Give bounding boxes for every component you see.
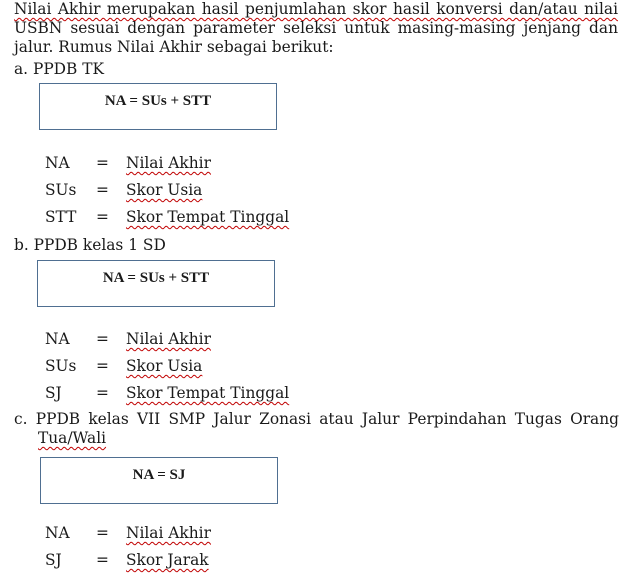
def-value: Skor Usia [126, 181, 203, 199]
section-c-label-line-2-text: Tua/Wali [38, 429, 107, 447]
def-equals: = [96, 208, 109, 226]
def-term: SJ [45, 551, 62, 569]
def-term: NA [45, 524, 70, 542]
section-c-formula: NA = SJ [132, 467, 186, 483]
def-equals: = [96, 330, 109, 348]
intro-line-1 [14, 0, 618, 19]
def-equals: = [96, 384, 109, 402]
section-c-label-line-1: c. PPDB kelas VII SMP Jalur Zonasi atau Jalur Perpindahan Tugas Orang [14, 410, 619, 428]
def-term: NA [45, 154, 70, 172]
def-equals: = [96, 551, 109, 569]
def-term: NA [45, 330, 70, 348]
section-c-label-line-2 [14, 429, 619, 448]
intro-text-1: Nilai Akhir merupakan hasil penjumlahan skor hasil konversi dan/atau nilai [14, 0, 618, 18]
section-b-label: b. PPDB kelas 1 SD [14, 236, 166, 254]
section-b-formula-box [37, 260, 275, 307]
section-b-formula: NA = SUs + STT [102, 270, 210, 286]
def-term: SJ [45, 384, 62, 402]
def-term: SUs [45, 357, 77, 375]
def-equals: = [96, 181, 109, 199]
def-value: Nilai Akhir [126, 330, 211, 348]
def-term: STT [45, 208, 77, 226]
section-a-formula-box [39, 83, 277, 130]
section-c-formula-box [40, 457, 278, 504]
def-equals: = [96, 524, 109, 542]
def-value: Skor Usia [126, 357, 203, 375]
intro-line-2: USBN sesuai dengan parameter seleksi untuk masing-masing jenjang dan [14, 19, 618, 37]
intro-paragraph [14, 0, 618, 57]
section-a-formula: NA = SUs + STT [104, 93, 212, 109]
def-equals: = [96, 154, 109, 172]
def-value: Nilai Akhir [126, 524, 211, 542]
def-value: Skor Tempat Tinggal [126, 208, 290, 226]
intro-line-3: jalur. Rumus Nilai Akhir sebagai berikut: [14, 38, 334, 56]
def-value: Skor Tempat Tinggal [126, 384, 290, 402]
section-a-label: a. PPDB TK [14, 60, 104, 78]
def-equals: = [96, 357, 109, 375]
def-value: Skor Jarak [126, 551, 209, 569]
section-c-label [14, 410, 619, 448]
def-value: Nilai Akhir [126, 154, 211, 172]
def-term: SUs [45, 181, 77, 199]
